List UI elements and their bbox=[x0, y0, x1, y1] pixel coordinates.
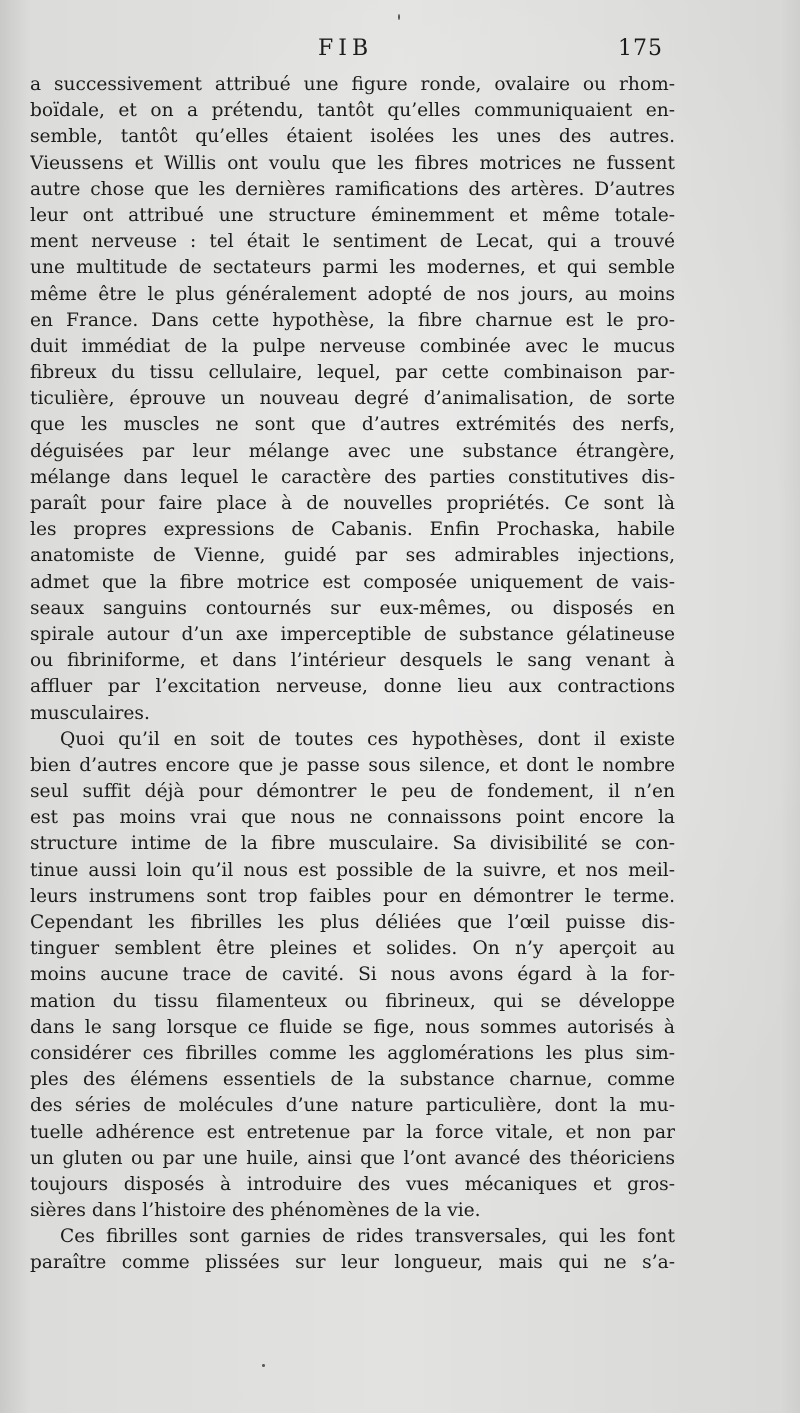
text-line: ticulière, éprouve un nouveau degré d’animalisation, de sorte bbox=[30, 388, 675, 410]
text-line: Quoi qu’il en soit de toutes ces hypothèses, dont il existe bbox=[60, 728, 675, 750]
text-line: anatomiste de Vienne, guidé par ses admirables injections, bbox=[30, 545, 675, 567]
page-number: 175 bbox=[618, 36, 663, 61]
text-line: des séries de molécules d’une nature particulière, dont la mu- bbox=[30, 1095, 675, 1117]
text-line: toujours disposés à introduire des vues mécaniques et gros- bbox=[30, 1173, 675, 1195]
text-line: les propres expressions de Cabanis. Enfin Prochaska, habile bbox=[30, 519, 675, 541]
text-line: ou fibriniforme, et dans l’intérieur desquels le sang venant à bbox=[30, 650, 675, 672]
text-line: paraît pour faire place à de nouvelles propriétés. Ce sont là bbox=[30, 493, 675, 514]
page-header bbox=[0, 36, 800, 66]
text-line: admet que la fibre motrice est composée uniquement de vais- bbox=[30, 571, 675, 593]
text-line: considérer ces fibrilles comme les agglomérations les plus sim- bbox=[30, 1042, 675, 1064]
text-line: Vieussens et Willis ont voulu que les fibres motrices ne fussent bbox=[30, 152, 675, 174]
text-line: tinue aussi loin qu’il nous est possible de la suivre, et nos meil- bbox=[30, 859, 675, 881]
text-line: Cependant les fibrilles les plus déliées que l’œil puisse dis- bbox=[30, 912, 675, 933]
text-line: tuelle adhérence est entretenue par la force vitale, et non par bbox=[30, 1121, 675, 1143]
text-line: sières dans l’histoire des phénomènes de la vie. bbox=[30, 1200, 481, 1222]
text-line: un gluten ou par une huile, ainsi que l’ont avancé des théoriciens bbox=[30, 1147, 675, 1169]
text-line: semble, tantôt qu’elles étaient isolées les unes des autres. bbox=[30, 126, 675, 148]
text-line: seul suffit déjà pour démontrer le peu de fondement, il n’en bbox=[30, 781, 675, 803]
text-line: a successivement attribué une figure ronde, ovalaire ou rhom- bbox=[30, 74, 675, 95]
text-line: affluer par l’excitation nerveuse, donne lieu aux contractions bbox=[30, 676, 675, 698]
text-line: duit immédiat de la pulpe nerveuse combinée avec le mucus bbox=[30, 335, 675, 357]
running-head: FIB bbox=[318, 36, 374, 61]
text-line: structure intime de la fibre musculaire. Sa divisibilité se con- bbox=[30, 833, 675, 855]
text-line: spirale autour d’un axe imperceptible de substance gélatineuse bbox=[30, 623, 675, 645]
ink-speck bbox=[398, 14, 400, 20]
text-line: boïdale, et on a prétendu, tantôt qu’elles communiquaient en- bbox=[30, 100, 675, 122]
text-line: que les muscles ne sont que d’autres extrémités des nerfs, bbox=[30, 414, 675, 436]
text-line: est pas moins vrai que nous ne connaissons point encore la bbox=[30, 807, 675, 829]
text-line: bien d’autres encore que je passe sous silence, et dont le nombre bbox=[30, 754, 675, 776]
text-line: une multitude de sectateurs parmi les modernes, et qui semble bbox=[30, 257, 675, 279]
text-line: ples des élémens essentiels de la substance charnue, comme bbox=[30, 1069, 675, 1091]
text-line: fibreux du tissu cellulaire, lequel, par cette combinaison par- bbox=[30, 362, 675, 384]
text-line: Ces fibrilles sont garnies de rides transversales, qui les font bbox=[60, 1226, 675, 1248]
text-line: mation du tissu filamenteux ou fibrineux, qui se développe bbox=[30, 990, 675, 1012]
text-line: autre chose que les dernières ramifications des artères. D’autres bbox=[30, 178, 675, 200]
text-line: mélange dans lequel le caractère des parties constitutives dis- bbox=[30, 466, 675, 488]
text-line: même être le plus généralement adopté de nos jours, au moins bbox=[30, 283, 675, 305]
text-line: paraître comme plissées sur leur longueur, mais qui ne s’a- bbox=[30, 1252, 675, 1274]
body-text bbox=[30, 72, 675, 1277]
text-line: tinguer semblent être pleines et solides. On n’y aperçoit au bbox=[30, 938, 675, 960]
text-line: en France. Dans cette hypothèse, la fibre charnue est le pro- bbox=[30, 309, 675, 331]
text-line: leurs instrumens sont trop faibles pour en démontrer le terme. bbox=[30, 885, 675, 907]
text-line: moins aucune trace de cavité. Si nous avons égard à la for- bbox=[30, 964, 675, 986]
text-line: seaux sanguins contournés sur eux-mêmes, ou disposés en bbox=[30, 597, 675, 619]
text-line: dans le sang lorsque ce fluide se fige, nous sommes autorisés à bbox=[30, 1016, 675, 1038]
text-line: musculaires. bbox=[30, 702, 150, 724]
text-line: leur ont attribué une structure éminemment et même totale- bbox=[30, 204, 675, 226]
text-line: ment nerveuse : tel était le sentiment de Lecat, qui a trouvé bbox=[30, 231, 675, 253]
ink-speck bbox=[262, 1364, 265, 1367]
text-line: déguisées par leur mélange avec une substance étrangère, bbox=[30, 440, 675, 462]
